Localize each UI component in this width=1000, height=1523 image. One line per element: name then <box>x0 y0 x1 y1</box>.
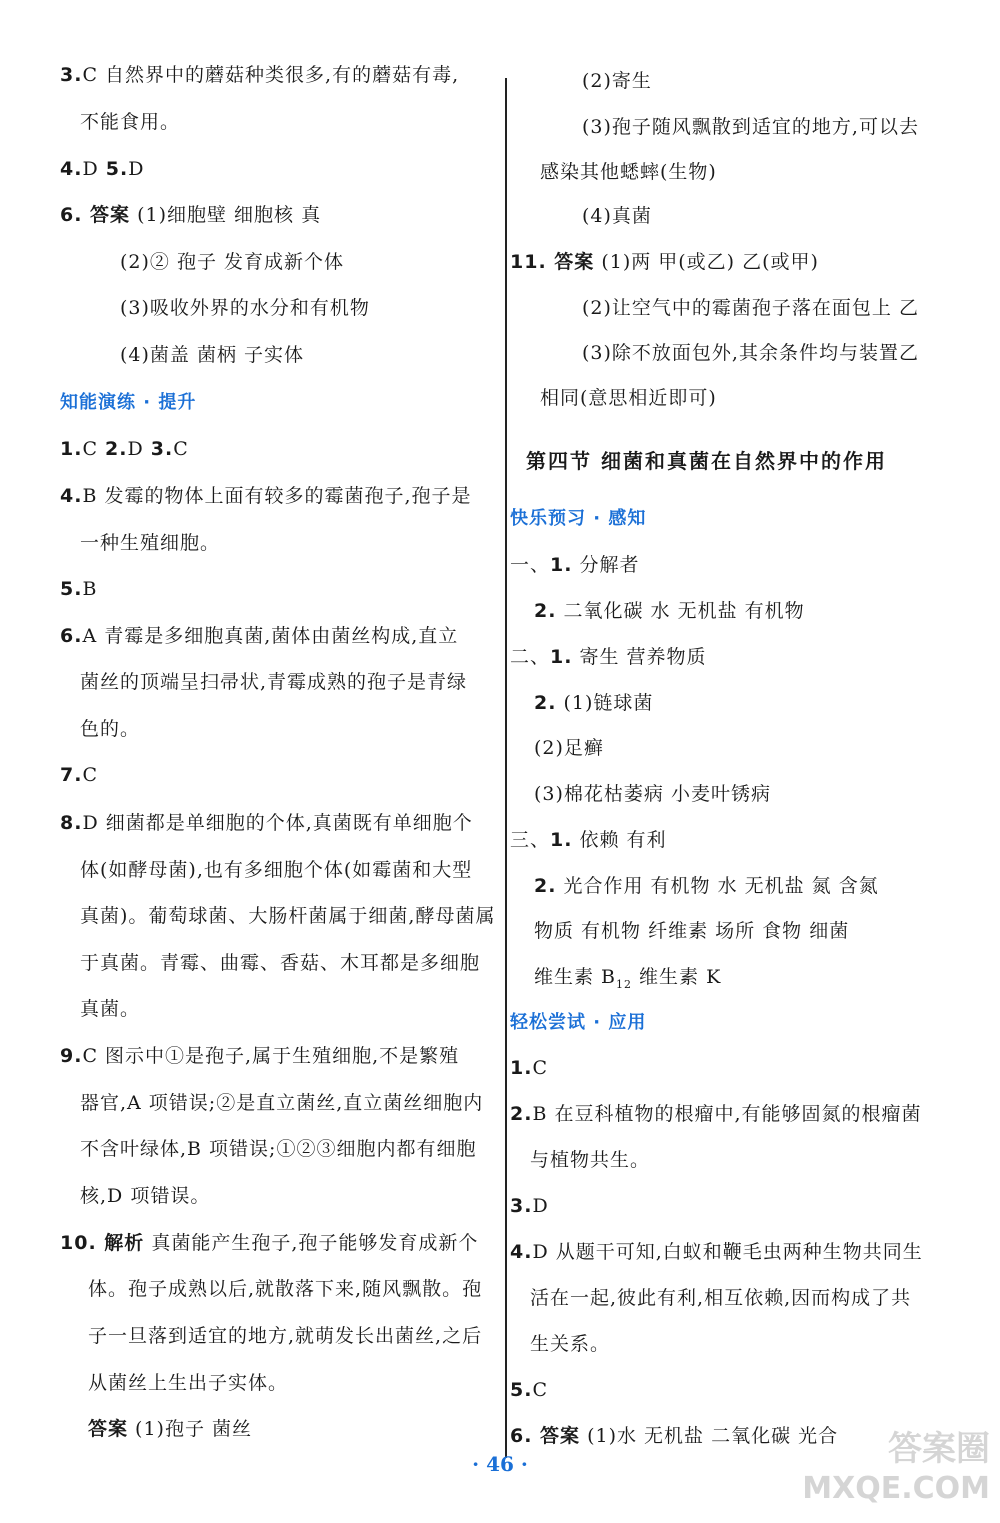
answer-line: 6.A 青霉是多细胞真菌,菌体由菌丝构成,直立 <box>60 625 459 647</box>
watermark-logo <box>750 1421 990 1517</box>
answer-line: 2. (1)链球菌 <box>534 692 654 714</box>
answer-line: 从菌丝上生出子实体。 <box>88 1372 289 1394</box>
answer-line: 真菌。 <box>80 998 141 1020</box>
answer-line: 色的。 <box>80 718 141 740</box>
section-title: 第四节 细菌和真菌在自然界中的作用 <box>526 449 887 473</box>
answer-line: 真菌)。葡萄球菌、大肠杆菌属于细菌,酵母菌属 <box>80 905 496 927</box>
answer-line: 二、1. 寄生 营养物质 <box>510 646 707 668</box>
answer-line: 不能食用。 <box>80 111 181 133</box>
page-number: · 46 · <box>472 1452 528 1476</box>
answer-line: 不含叶绿体,B 项错误;①②③细胞内都有细胞 <box>80 1138 477 1160</box>
answer-line: (2)足癣 <box>534 737 604 759</box>
answer-line: 5.B <box>60 578 98 600</box>
answer-line: 3.D <box>510 1195 549 1217</box>
answer-line: (2)寄生 <box>582 70 652 92</box>
answer-line: (2)让空气中的霉菌孢子落在面包上 乙 <box>582 297 919 319</box>
answer-line: 8.D 细菌都是单细胞的个体,真菌既有单细胞个 <box>60 812 473 834</box>
watermark-text: 答案圈 <box>888 1429 990 1469</box>
answer-line: 物质 有机物 纤维素 场所 食物 细菌 <box>534 920 850 942</box>
answer-line: 一种生殖细胞。 <box>80 532 221 554</box>
answer-line: 子一旦落到适宜的地方,就萌发长出菌丝,之后 <box>88 1325 483 1347</box>
answer-line: (3)孢子随风飘散到适宜的地方,可以去 <box>582 116 919 138</box>
answer-line: 相同(意思相近即可) <box>540 387 717 409</box>
answer-line: 于真菌。青霉、曲霉、香菇、木耳都是多细胞 <box>80 952 481 974</box>
answer-line: 核,D 项错误。 <box>80 1185 211 1207</box>
answer-line: 1.C 2.D 3.C <box>60 438 189 460</box>
answer-line: (4)真菌 <box>582 205 652 227</box>
answer-line: 维生素 $B_{12}$ 维生素 K <box>534 966 722 991</box>
answer-line: 体。孢子成熟以后,就散落下来,随风飘散。孢 <box>88 1278 483 1300</box>
answer-line: 2.B 在豆科植物的根瘤中,有能够固氮的根瘤菌 <box>510 1103 922 1125</box>
answer-line: 一、1. 分解者 <box>510 554 640 576</box>
answer-line: 11. 答案 (1)两 甲(或乙) 乙(或甲) <box>510 251 819 273</box>
answer-line: (3)棉花枯萎病 小麦叶锈病 <box>534 783 771 805</box>
answer-line: 1.C <box>510 1057 548 1079</box>
answer-line: 器官,A 项错误;②是直立菌丝,直立菌丝细胞内 <box>80 1092 484 1114</box>
answer-line: (3)除不放面包外,其余条件均与装置乙 <box>582 342 919 364</box>
section-header: 知能演练 · 提升 <box>60 392 197 413</box>
answer-line: (4)菌盖 菌柄 子实体 <box>120 344 304 366</box>
answer-line: 7.C <box>60 764 98 786</box>
answer-line: 4.D 5.D <box>60 158 145 180</box>
answer-line: 9.C 图示中①是孢子,属于生殖细胞,不是繁殖 <box>60 1045 460 1067</box>
answer-line: 感染其他蟋蟀(生物) <box>540 161 717 183</box>
watermark-url: MXQE.COM <box>802 1471 990 1506</box>
section-header: 轻松尝试 · 应用 <box>510 1012 647 1033</box>
answer-line: 菌丝的顶端呈扫帚状,青霉成熟的孢子是青绿 <box>80 671 468 693</box>
section-header: 快乐预习 · 感知 <box>510 508 647 529</box>
answer-line: 3.C 自然界中的蘑菇种类很多,有的蘑菇有毒, <box>60 64 460 86</box>
answer-line: 2. 光合作用 有机物 水 无机盐 氮 含氮 <box>534 875 879 897</box>
answer-line: 6. 答案 (1)水 无机盐 二氧化碳 光合 <box>510 1425 839 1447</box>
answer-line: 2. 二氧化碳 水 无机盐 有机物 <box>534 600 805 622</box>
answer-line: 三、1. 依赖 有利 <box>510 829 667 851</box>
answer-line: 体(如酵母菌),也有多细胞个体(如霉菌和大型 <box>80 859 473 881</box>
answer-line: 生关系。 <box>530 1333 611 1355</box>
answer-line: 活在一起,彼此有利,相互依赖,因而构成了共 <box>530 1287 912 1309</box>
answer-line: (3)吸收外界的水分和有机物 <box>120 297 370 319</box>
answer-line: 答案 (1)孢子 菌丝 <box>88 1418 253 1440</box>
answer-line: 6. 答案 (1)细胞壁 细胞核 真 <box>60 204 322 226</box>
answer-line: 10. 解析 真菌能产生孢子,孢子能够发育成新个 <box>60 1232 479 1254</box>
column-divider <box>505 78 507 1458</box>
answer-line: 5.C <box>510 1379 548 1401</box>
answer-line: 4.D 从题干可知,白蚁和鞭毛虫两种生物共同生 <box>510 1241 923 1263</box>
answer-line: 4.B 发霉的物体上面有较多的霉菌孢子,孢子是 <box>60 485 472 507</box>
answer-line: (2)② 孢子 发育成新个体 <box>120 251 344 273</box>
answer-line: 与植物共生。 <box>530 1149 651 1171</box>
